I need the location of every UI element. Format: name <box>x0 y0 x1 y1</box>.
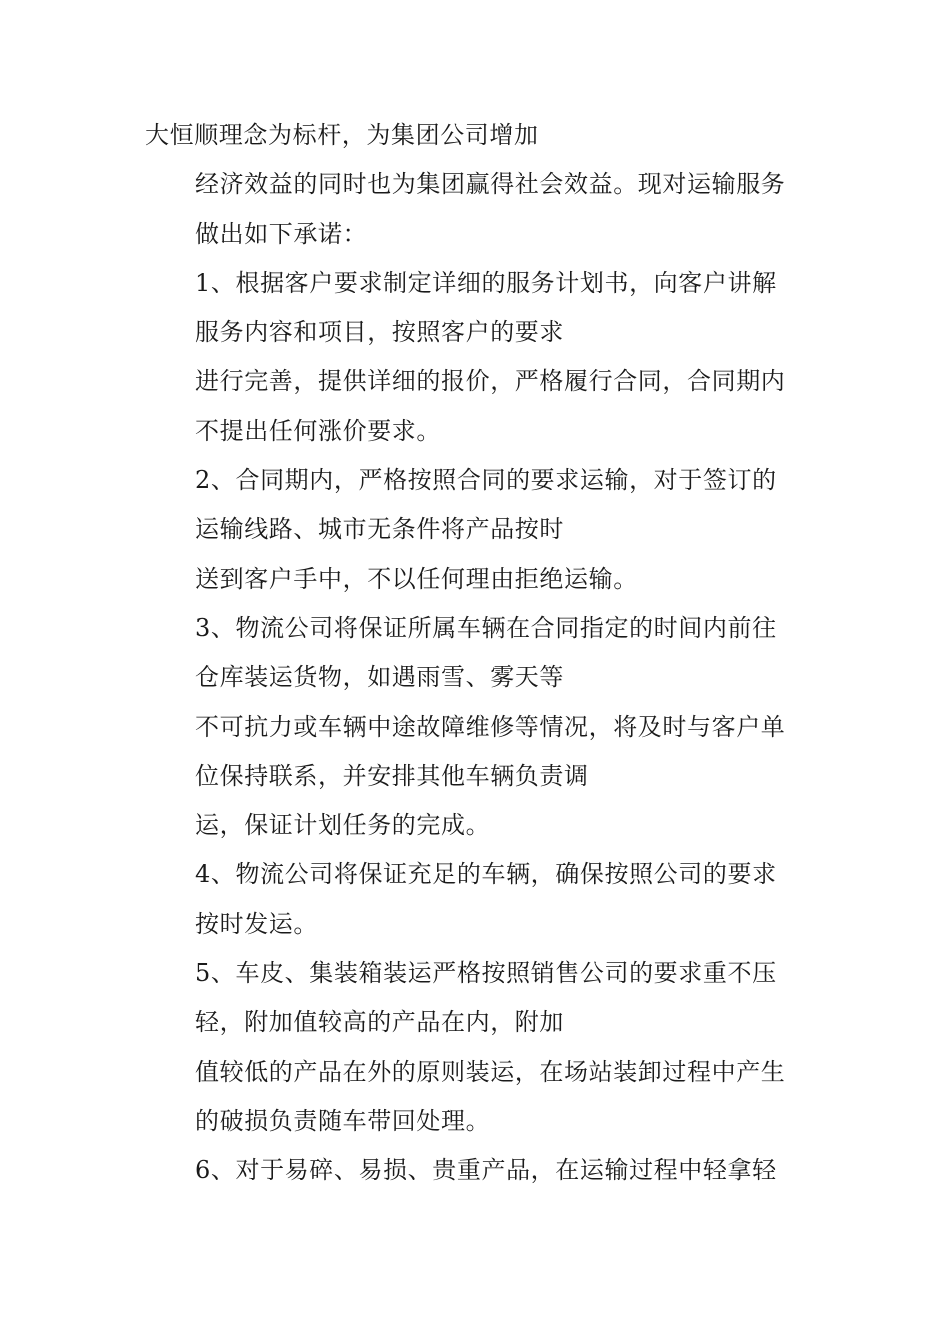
text-line: 送到客户手中，不以任何理由拒绝运输。 <box>195 564 638 593</box>
text-line: 6、对于易碎、易损、贵重产品，在运输过程中轻拿轻 <box>195 1156 777 1185</box>
text-line: 大恒顺理念为标杆，为集团公司增加 <box>145 121 539 149</box>
text-line: 位保持联系，并安排其他车辆负责调 <box>195 761 589 790</box>
text-line: 服务内容和项目，按照客户的要求 <box>195 318 564 347</box>
paragraph <box>145 259 815 358</box>
text-line: 运输线路、城市无条件将产品按时 <box>195 515 564 544</box>
paragraph <box>145 456 815 555</box>
text-line: 仓库装运货物，如遇雨雪、雾天等 <box>195 663 564 692</box>
text-line: 值较低的产品在外的原则装运，在场站装卸过程中产生 <box>195 1057 786 1086</box>
paragraph <box>145 160 815 259</box>
text-line: 经济效益的同时也为集团赢得社会效益。现对运输服务 <box>195 170 786 199</box>
text-line: 1、根据客户要求制定详细的服务计划书，向客户讲解 <box>195 268 777 297</box>
paragraph <box>145 1048 815 1147</box>
text-line: 轻，附加值较高的产品在内，附加 <box>195 1008 564 1037</box>
paragraph <box>145 703 815 802</box>
paragraph <box>145 604 815 703</box>
paragraph <box>145 801 815 850</box>
text-line: 按时发运。 <box>195 909 318 938</box>
text-line: 5、车皮、集装箱装运严格按照销售公司的要求重不压 <box>195 959 777 988</box>
text-line: 不提出任何涨价要求。 <box>195 416 441 445</box>
text-line: 4、物流公司将保证充足的车辆，确保按照公司的要求 <box>195 860 777 889</box>
text-line: 的破损负责随车带回处理。 <box>195 1106 491 1135</box>
document-body <box>145 111 815 1196</box>
text-line: 做出如下承诺： <box>195 219 368 248</box>
paragraph <box>145 850 815 949</box>
paragraph <box>145 111 815 160</box>
paragraph <box>145 1146 815 1195</box>
paragraph <box>145 555 815 604</box>
text-line: 不可抗力或车辆中途故障维修等情况，将及时与客户单 <box>195 712 786 741</box>
text-line: 2、合同期内，严格按照合同的要求运输，对于签订的 <box>195 466 777 495</box>
paragraph <box>145 357 815 456</box>
text-line: 进行完善，提供详细的报价，严格履行合同，合同期内 <box>195 367 786 396</box>
paragraph <box>145 949 815 1048</box>
text-line: 3、物流公司将保证所属车辆在合同指定的时间内前往 <box>195 613 777 642</box>
text-line: 运，保证计划任务的完成。 <box>195 811 491 840</box>
